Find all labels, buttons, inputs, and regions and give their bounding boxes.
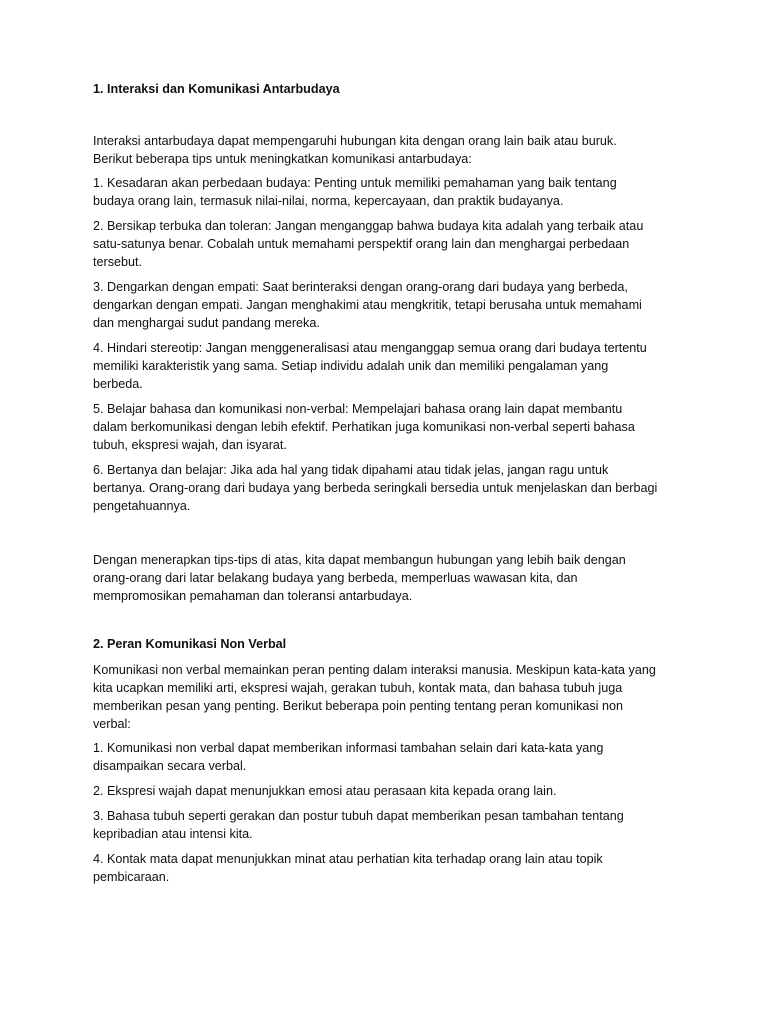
- line: budaya orang lain, termasuk nilai-nilai, norma, kepercayaan, dan praktik budayanya.: [93, 194, 564, 208]
- section-1-intro: [93, 132, 693, 168]
- line: kepribadian atau intensi kita.: [93, 827, 253, 841]
- point-1: [93, 739, 693, 775]
- line: 1. Kesadaran akan perbedaan budaya: Penting untuk memiliki pemahaman yang baik tentang: [93, 176, 617, 190]
- line: pengetahuannya.: [93, 499, 191, 513]
- line: verbal:: [93, 717, 131, 731]
- line: 3. Dengarkan dengan empati: Saat berinteraksi dengan orang-orang dari budaya yang berbeda,: [93, 280, 628, 294]
- point-2: [93, 782, 693, 800]
- line: 4. Hindari stereotip: Jangan menggeneralisasi atau menganggap semua orang dari budaya tertentu: [93, 341, 647, 355]
- section-2-intro: [93, 661, 693, 733]
- section-2-heading: 2. Peran Komunikasi Non Verbal: [93, 637, 287, 651]
- section-1-conclusion: [93, 551, 693, 605]
- document-page: [93, 80, 693, 893]
- tip-1: [93, 174, 693, 210]
- line: dalam berkomunikasi dengan lebih efektif. Perhatikan juga komunikasi non-verbal seperti bahasa: [93, 420, 635, 434]
- line: 5. Belajar bahasa dan komunikasi non-verbal: Mempelajari bahasa orang lain dapat membantu: [93, 402, 623, 416]
- tip-5: [93, 400, 693, 454]
- line: disampaikan secara verbal.: [93, 759, 247, 773]
- line: Komunikasi non verbal memainkan peran penting dalam interaksi manusia. Meskipun kata-kata yang: [93, 663, 656, 677]
- line: pembicaraan.: [93, 870, 170, 884]
- line: 2. Ekspresi wajah dapat menunjukkan emosi atau perasaan kita kepada orang lain.: [93, 784, 557, 798]
- line: berbeda.: [93, 377, 143, 391]
- line: tersebut.: [93, 255, 143, 269]
- line: dan menghargai sudut pandang mereka.: [93, 316, 320, 330]
- line: 1. Komunikasi non verbal dapat memberikan informasi tambahan selain dari kata-kata yang: [93, 741, 604, 755]
- line: 3. Bahasa tubuh seperti gerakan dan postur tubuh dapat memberikan pesan tambahan tentang: [93, 809, 624, 823]
- tip-6: [93, 461, 693, 515]
- point-4: [93, 850, 693, 886]
- line: memberikan pesan yang penting. Berikut beberapa poin penting tentang peran komunikasi non: [93, 699, 623, 713]
- line: 2. Bersikap terbuka dan toleran: Jangan menganggap bahwa budaya kita adalah yang terbaik atau: [93, 219, 644, 233]
- line: memiliki karakteristik yang sama. Setiap individu adalah unik dan memiliki pengalaman yang: [93, 359, 609, 373]
- line: 4. Kontak mata dapat menunjukkan minat atau perhatian kita terhadap orang lain atau topik: [93, 852, 603, 866]
- line: orang-orang dari latar belakang budaya yang berbeda, memperluas wawasan kita, dan: [93, 571, 578, 585]
- line: 6. Bertanya dan belajar: Jika ada hal yang tidak dipahami atau tidak jelas, jangan ragu untuk: [93, 463, 609, 477]
- tip-2: [93, 217, 693, 271]
- line: bertanya. Orang-orang dari budaya yang berbeda seringkali bersedia untuk menjelaskan dan berbagi: [93, 481, 658, 495]
- line: dengarkan dengan empati. Jangan menghakimi atau mengkritik, tetapi berusaha untuk memahami: [93, 298, 642, 312]
- line: kita ucapkan memiliki arti, ekspresi wajah, gerakan tubuh, kontak mata, dan bahasa tubuh juga: [93, 681, 623, 695]
- line: Interaksi antarbudaya dapat mempengaruhi hubungan kita dengan orang lain baik atau buruk.: [93, 134, 617, 148]
- line: Berikut beberapa tips untuk meningkatkan komunikasi antarbudaya:: [93, 152, 472, 166]
- point-3: [93, 807, 693, 843]
- line: mempromosikan pemahaman dan toleransi antarbudaya.: [93, 589, 413, 603]
- tip-4: [93, 339, 693, 393]
- line: satu-satunya benar. Cobalah untuk memahami perspektif orang lain dan menghargai perbedaan: [93, 237, 630, 251]
- line: Dengan menerapkan tips-tips di atas, kita dapat membangun hubungan yang lebih baik dengan: [93, 553, 626, 567]
- section-1-heading: 1. Interaksi dan Komunikasi Antarbudaya: [93, 82, 340, 96]
- line: tubuh, ekspresi wajah, dan isyarat.: [93, 438, 287, 452]
- tip-3: [93, 278, 693, 332]
